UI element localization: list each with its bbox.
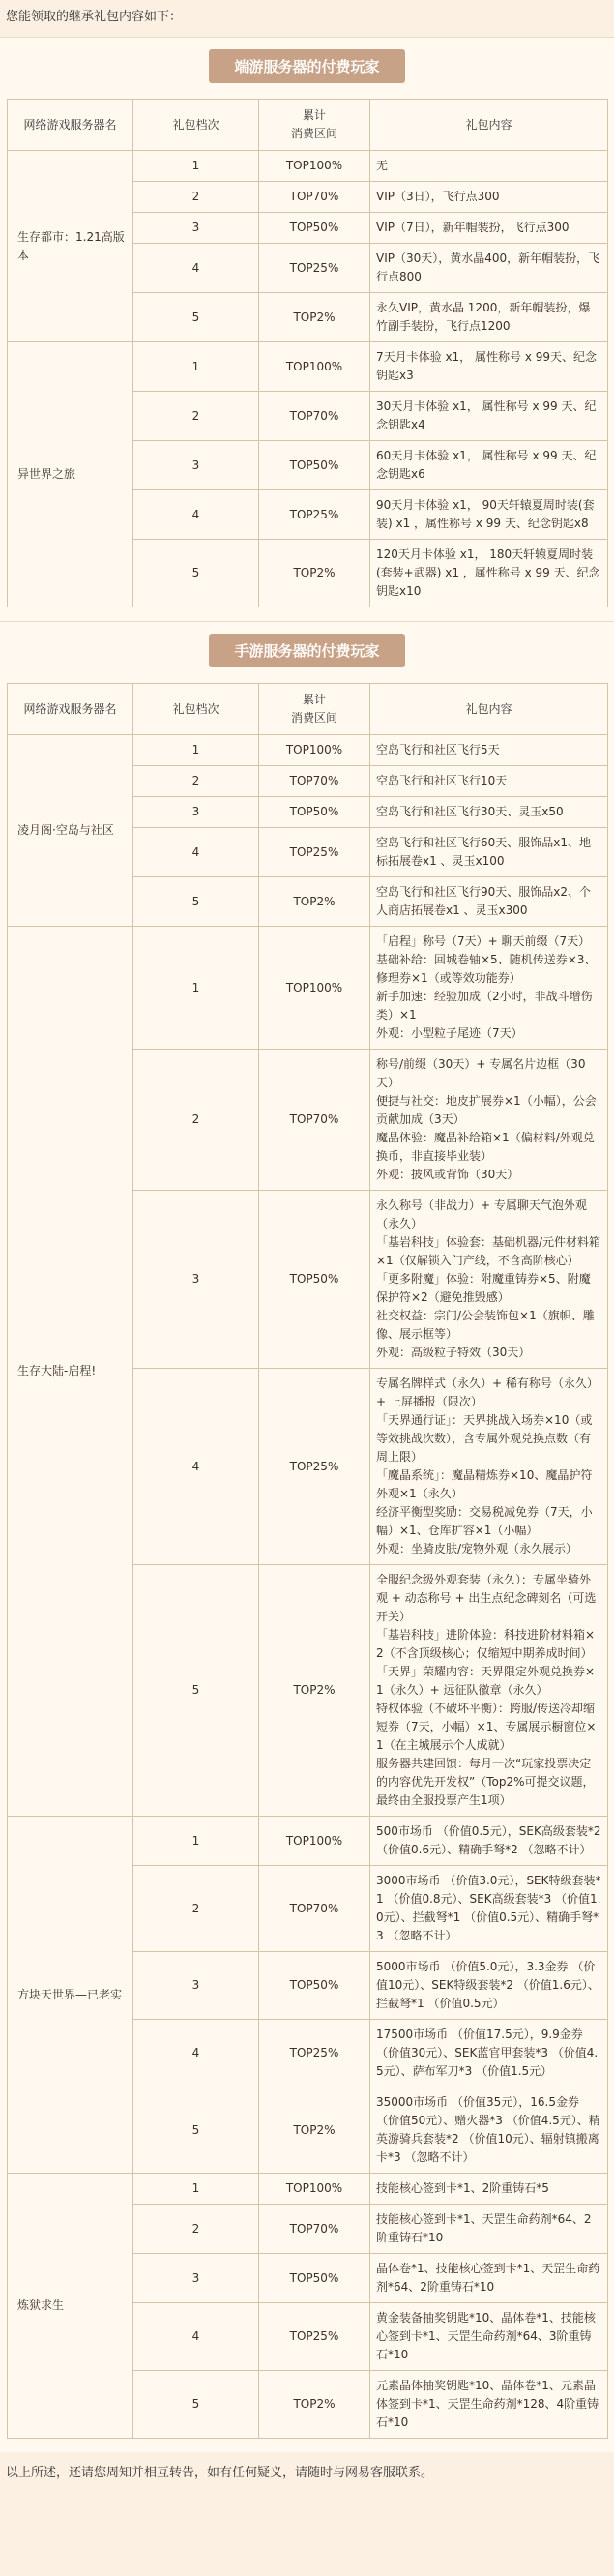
tier-cell: 1 — [133, 1817, 259, 1866]
tier-cell: 1 — [133, 342, 259, 392]
spend-range-cell: TOP2% — [259, 293, 370, 342]
reward-content-cell: 技能核心签到卡*1、天罡生命药剂*64、2阶重铸石*10 — [370, 2205, 608, 2254]
header-server-name: 网络游戏服务器名 — [8, 100, 133, 151]
tier-cell: 4 — [133, 2303, 259, 2371]
spend-range-cell: TOP70% — [259, 766, 370, 797]
reward-content-cell: 35000市场币 （价值35元），16.5金券 （价值50元）、赠火器*3 （价值4.5元）、精英游骑兵套装*2 （价值10元）、辐射镇搬离卡*3 （忽略不计） — [370, 2087, 608, 2174]
reward-section — [0, 37, 614, 621]
intro-text: 您能领取的继承礼包内容如下： — [6, 10, 183, 24]
section-title: 手游服务器的付费玩家 — [209, 634, 404, 667]
tier-cell: 3 — [133, 1952, 259, 2020]
spend-range-cell: TOP2% — [259, 877, 370, 927]
reward-content-cell: 17500市场币 （价值17.5元），9.9金券 （价值30元）、SEK蓝官甲套装*3 （价值4.5元）、萨布军刀*3 （价值1.5元） — [370, 2020, 608, 2087]
reward-content-cell: 90天月卡体验 x1， 90天轩辕夏周时装(套装) x1 ，属性称号 x 99 天、纪念钥匙x8 — [370, 490, 608, 540]
header-tier: 礼包档次 — [133, 684, 259, 735]
reward-content-cell: 空岛飞行和社区飞行5天 — [370, 735, 608, 766]
reward-content-cell: 5000市场币 （价值5.0元），3.3金券 （价值10元）、SEK特级套装*2 （价值1.6元）、拦截弩*1 （价值0.5元） — [370, 1952, 608, 2020]
section-title: 端游服务器的付费玩家 — [209, 49, 404, 83]
spend-range-cell: TOP25% — [259, 490, 370, 540]
reward-content-cell: 60天月卡体验 x1， 属性称号 x 99 天、纪念钥匙x6 — [370, 441, 608, 490]
reward-content-cell: 元素晶体抽奖钥匙*10、晶体卷*1、元素晶体签到卡*1、天罡生命药剂*128、4阶重铸石*10 — [370, 2371, 608, 2439]
tier-cell: 2 — [133, 2205, 259, 2254]
closing-text: 以上所述，还请您周知并相互转告，如有任何疑义，请随时与网易客服联系。 — [6, 2466, 434, 2480]
spend-range-cell: TOP70% — [259, 182, 370, 213]
reward-content-cell: 全服纪念级外观套装（永久）：专属坐骑外观 + 动态称号 + 出生点纪念碑刻名（可选开关） 「基岩科技」进阶体验：科技进阶材料箱×2（不含顶级核心；仅缩短中期养成时间） 「天界」荣耀内容：天界限定外观兑换券×1（永久）+ 远征队徽章（永久） 特权体验（不破坏平衡）：跨服/传送冷却缩短券（7天，小幅）×1、专属展示橱窗位×1（在主城展示个人成就） 服务器共建回馈：每月一次“玩家投票决定的内容优先开发权”（Top2%可提交议题，最终由全服投票产生1项） — [370, 1565, 608, 1817]
reward-content-cell: 空岛飞行和社区飞行30天、灵玉x50 — [370, 797, 608, 828]
spend-range-cell: TOP100% — [259, 342, 370, 392]
tier-cell: 5 — [133, 293, 259, 342]
tier-cell: 4 — [133, 828, 259, 877]
tier-cell: 5 — [133, 540, 259, 607]
tier-cell: 5 — [133, 1565, 259, 1817]
tier-cell: 3 — [133, 2254, 259, 2303]
reward-content-cell: 3000市场币 （价值3.0元），SEK特级套装*1 （价值0.8元）、SEK高级套装*3 （价值1.0元）、拦截弩*1 （价值0.5元）、精确手弩*3 （忽略不计） — [370, 1866, 608, 1952]
reward-content-cell: VIP（7日），新年帽装扮，飞行点300 — [370, 213, 608, 244]
spend-range-cell: TOP100% — [259, 1817, 370, 1866]
reward-content-cell: 无 — [370, 151, 608, 182]
spend-range-cell: TOP50% — [259, 1191, 370, 1369]
spend-range-cell: TOP2% — [259, 540, 370, 607]
tier-cell: 1 — [133, 151, 259, 182]
reward-content-cell: 晶体卷*1、技能核心签到卡*1、天罡生命药剂*64、2阶重铸石*10 — [370, 2254, 608, 2303]
header-tier: 礼包档次 — [133, 100, 259, 151]
server-name-cell: 异世界之旅 — [8, 342, 133, 607]
reward-content-cell: 120天月卡体验 x1， 180天轩辕夏周时装(套装+武器) x1 ，属性称号 x 99 天、纪念钥匙x10 — [370, 540, 608, 607]
tier-cell: 3 — [133, 213, 259, 244]
reward-content-cell: 专属名牌样式（永久）+ 稀有称号（永久）+ 上屏播报（限次） 「天界通行证」：天界挑战入场券×10（或等效挑战次数），含专属外观兑换点数（有周上限） 「魔晶系统」：魔晶精炼券×10、魔晶护符外观×1（永久） 经济平衡型奖励：交易税减免券（7天，小幅）×1、仓库扩容×1（小幅） 外观：坐骑皮肤/宠物外观（永久展示） — [370, 1369, 608, 1565]
tier-cell: 1 — [133, 2174, 259, 2205]
reward-content-cell: 空岛飞行和社区飞行90天、服饰品x2、个人商店拓展卷x1 、灵玉x300 — [370, 877, 608, 927]
spend-range-cell: TOP70% — [259, 2205, 370, 2254]
table-header-row — [8, 684, 608, 735]
tier-cell: 5 — [133, 2087, 259, 2174]
spend-range-cell: TOP70% — [259, 1050, 370, 1191]
tier-cell: 4 — [133, 244, 259, 293]
header-spend-range: 累计 消费区间 — [259, 100, 370, 151]
reward-content-cell: 7天月卡体验 x1， 属性称号 x 99天、纪念钥匙x3 — [370, 342, 608, 392]
tier-cell: 1 — [133, 927, 259, 1050]
tier-cell: 5 — [133, 2371, 259, 2439]
section-spacer — [0, 2439, 614, 2452]
spend-range-cell: TOP25% — [259, 2303, 370, 2371]
reward-content-cell: VIP（3日），飞行点300 — [370, 182, 608, 213]
reward-content-cell: 空岛飞行和社区飞行60天、服饰品x1、地标拓展卷x1 、灵玉x100 — [370, 828, 608, 877]
tier-cell: 2 — [133, 1866, 259, 1952]
tier-cell: 3 — [133, 441, 259, 490]
table-row — [8, 735, 608, 766]
tier-cell: 4 — [133, 1369, 259, 1565]
table-header-row — [8, 100, 608, 151]
spend-range-cell: TOP50% — [259, 213, 370, 244]
tier-cell: 2 — [133, 1050, 259, 1191]
tier-cell: 1 — [133, 735, 259, 766]
spend-range-cell: TOP2% — [259, 2087, 370, 2174]
reward-content-cell: 称号/前缀（30天）+ 专属名片边框（30天） 便捷与社交：地皮扩展券×1（小幅），公会贡献加成（3天） 魔晶体验：魔晶补给箱×1（偏材料/外观兑换币，非直接毕业装） 外观：披风或背饰（30天） — [370, 1050, 608, 1191]
spend-range-cell: TOP50% — [259, 1952, 370, 2020]
server-name-cell: 凌月阁·空岛与社区 — [8, 735, 133, 927]
sections-container — [0, 37, 614, 2452]
reward-content-cell: 「启程」称号（7天）+ 聊天前缀（7天） 基础补给：回城卷轴×5、随机传送券×3、修理券×1（或等效功能券） 新手加速：经验加成（2小时，非战斗增伤类）×1 外观：小型粒子尾迹（7天） — [370, 927, 608, 1050]
tier-cell: 2 — [133, 182, 259, 213]
spend-range-cell: TOP2% — [259, 1565, 370, 1817]
reward-content-cell: 永久VIP，黄水晶 1200，新年帽装扮，爆竹副手装扮，飞行点1200 — [370, 293, 608, 342]
table-row — [8, 151, 608, 182]
spend-range-cell: TOP50% — [259, 797, 370, 828]
reward-content-cell: 技能核心签到卡*1、2阶重铸石*5 — [370, 2174, 608, 2205]
section-banner — [0, 632, 614, 683]
spend-range-cell: TOP50% — [259, 441, 370, 490]
tier-cell: 3 — [133, 1191, 259, 1369]
tier-cell: 4 — [133, 2020, 259, 2087]
reward-section — [0, 621, 614, 2452]
table-row — [8, 1817, 608, 1866]
table-row — [8, 2174, 608, 2205]
section-spacer — [0, 607, 614, 621]
header-spend-range: 累计 消费区间 — [259, 684, 370, 735]
reward-table — [7, 99, 608, 607]
spend-range-cell: TOP100% — [259, 735, 370, 766]
spend-range-cell: TOP70% — [259, 1866, 370, 1952]
tier-cell: 3 — [133, 797, 259, 828]
reward-content-cell: 空岛飞行和社区飞行10天 — [370, 766, 608, 797]
server-name-cell: 生存都市：1.21高版本 — [8, 151, 133, 342]
server-name-cell: 炼狱求生 — [8, 2174, 133, 2439]
server-name-cell: 生存大陆-启程! — [8, 927, 133, 1817]
reward-content-cell: VIP（30天），黄水晶400，新年帽装扮，飞行点800 — [370, 244, 608, 293]
table-row — [8, 927, 608, 1050]
spend-range-cell: TOP70% — [259, 392, 370, 441]
spend-range-cell: TOP100% — [259, 927, 370, 1050]
reward-content-cell: 30天月卡体验 x1， 属性称号 x 99 天、纪念钥匙x4 — [370, 392, 608, 441]
spend-range-cell: TOP50% — [259, 2254, 370, 2303]
spend-range-cell: TOP100% — [259, 151, 370, 182]
spend-range-cell: TOP25% — [259, 244, 370, 293]
spend-range-cell: TOP2% — [259, 2371, 370, 2439]
reward-content-cell: 500市场币 （价值0.5元），SEK高级套装*2 （价值0.6元）、精确手弩*2 （忽略不计） — [370, 1817, 608, 1866]
header-content: 礼包内容 — [370, 100, 608, 151]
tier-cell: 4 — [133, 490, 259, 540]
header-server-name: 网络游戏服务器名 — [8, 684, 133, 735]
section-banner — [0, 47, 614, 99]
reward-content-cell: 黄金装备抽奖钥匙*10、晶体卷*1、技能核心签到卡*1、天罡生命药剂*64、3阶重铸石*10 — [370, 2303, 608, 2371]
tier-cell: 5 — [133, 877, 259, 927]
reward-table — [7, 683, 608, 2439]
spend-range-cell: TOP25% — [259, 828, 370, 877]
spend-range-cell: TOP25% — [259, 2020, 370, 2087]
spend-range-cell: TOP25% — [259, 1369, 370, 1565]
tier-cell: 2 — [133, 392, 259, 441]
header-content: 礼包内容 — [370, 684, 608, 735]
reward-content-cell: 永久称号（非战力）+ 专属聊天气泡外观（永久） 「基岩科技」体验套：基础机器/元件材料箱×1（仅解锁入门产线，不含高阶核心） 「更多附魔」体验：附魔重铸券×5、附魔保护符×2（避免推毁感） 社交权益：宗门/公会装饰包×1（旗帜、雕像、展示框等） 外观：高级粒子特效（30天） — [370, 1191, 608, 1369]
server-name-cell: 方块天世界—已老实 — [8, 1817, 133, 2174]
spend-range-cell: TOP100% — [259, 2174, 370, 2205]
table-row — [8, 342, 608, 392]
tier-cell: 2 — [133, 766, 259, 797]
